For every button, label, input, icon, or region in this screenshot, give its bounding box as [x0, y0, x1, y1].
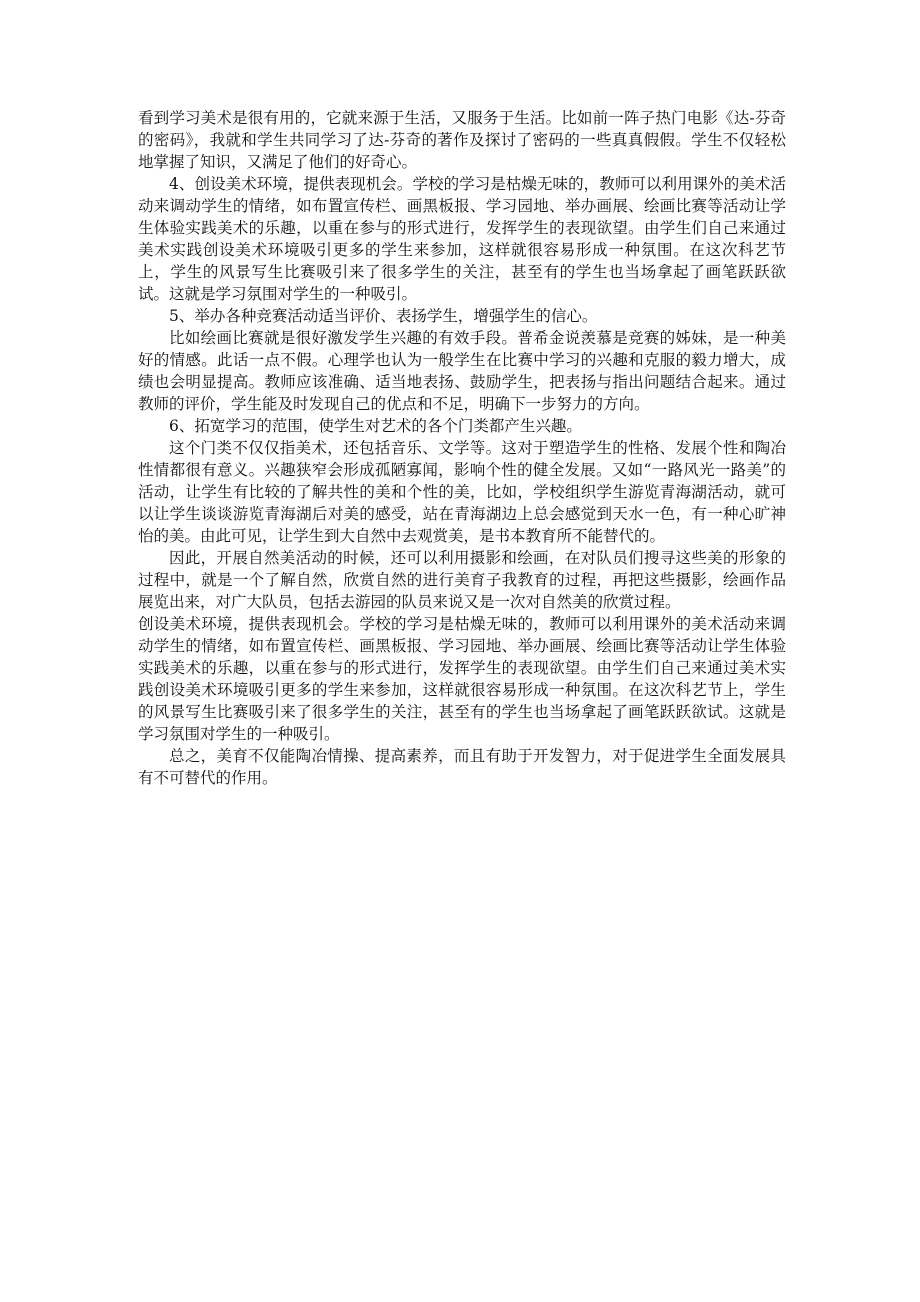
paragraph-conclusion: 总之，美育不仅能陶冶情操、提高素养，而且有助于开发智力，对于促进学生全面发展具有不可替代的作用。: [138, 747, 786, 787]
paragraph-point-5-heading: 5、举办各种竞赛活动适当评价、表扬学生，增强学生的信心。: [169, 307, 598, 325]
paragraph-nature-activity: 因此，开展自然美活动的时候，还可以利用摄影和绘画，在对队员们搜寻这些美的形象的过程中，就是一个了解自然，欣赏自然的进行美育子我教育的过程，再把这些摄影，绘画作品展览出来，对广大队员，包括去游园的队员来说又是一次对自然美的欣赏过程。: [138, 549, 786, 611]
document-body: [138, 107, 786, 789]
paragraph-intro-continuation: 看到学习美术是很有用的，它就来源于生活，又服务于生活。比如前一阵子热门电影《达-芬奇的密码》，我就和学生共同学习了达-芬奇的著作及探讨了密码的一些真真假假。学生不仅轻松地掌握了知识，又满足了他们的好奇心。: [138, 109, 786, 171]
paragraph-point-5-body: 比如绘画比赛就是很好激发学生兴趣的有效手段。普希金说羡慕是竞赛的姊妹，是一种美好的情感。此话一点不假。心理学也认为一般学生在比赛中学习的兴趣和克服的毅力增大，成绩也会明显提高。教师应该准确、适当地表扬、鼓励学生，把表扬与指出问题结合起来。通过教师的评价，学生能及时发现自己的优点和不足，明确下一步努力的方向。: [138, 329, 786, 413]
paragraph-point-6-heading: 6、拓宽学习的范围，使学生对艺术的各个门类都产生兴趣。: [169, 417, 582, 435]
paragraph-art-environment-repeat: 创设美术环境，提供表现机会。学校的学习是枯燥无味的，教师可以利用课外的美术活动来调动学生的情绪，如布置宣传栏、画黑板报、学习园地、举办画展、绘画比赛等活动让学生体验实践美术的乐趣，以重在参与的形式进行，发挥学生的表现欲望。由学生们自己来通过美术实践创设美术环境吸引更多的学生来参加，这样就很容易形成一种氛围。在这次科艺节上，学生的风景写生比赛吸引来了很多学生的关注，甚至有的学生也当场拿起了画笔跃跃欲试。这就是学习氛围对学生的一种吸引。: [138, 615, 786, 743]
paragraph-point-4: 4、创设美术环境，提供表现机会。学校的学习是枯燥无味的，教师可以利用课外的美术活动来调动学生的情绪，如布置宣传栏、画黑板报、学习园地、举办画展、绘画比赛等活动让学生体验实践美术的乐趣，以重在参与的形式进行，发挥学生的表现欲望。由学生们自己来通过美术实践创设美术环境吸引更多的学生来参加，这样就很容易形成一种氛围。在这次科艺节上，学生的风景写生比赛吸引来了很多学生的关注，甚至有的学生也当场拿起了画笔跃跃欲试。这就是学习氛围对学生的一种吸引。: [138, 175, 786, 303]
paragraph-point-6-body: 这个门类不仅仅指美术，还包括音乐、文学等。这对于塑造学生的性格、发展个性和陶冶性情都很有意义。兴趣狭窄会形成孤陋寡闻，影响个性的健全发展。又如“一路风光一路美”的活动，让学生有比较的了解共性的美和个性的美，比如，学校组织学生游览青海湖活动，就可以让学生谈谈游览青海湖后对美的感受，站在青海湖边上总会感觉到天水一色，有一种心旷神怡的美。由此可见，让学生到大自然中去观赏美，是书本教育所不能替代的。: [138, 439, 786, 545]
